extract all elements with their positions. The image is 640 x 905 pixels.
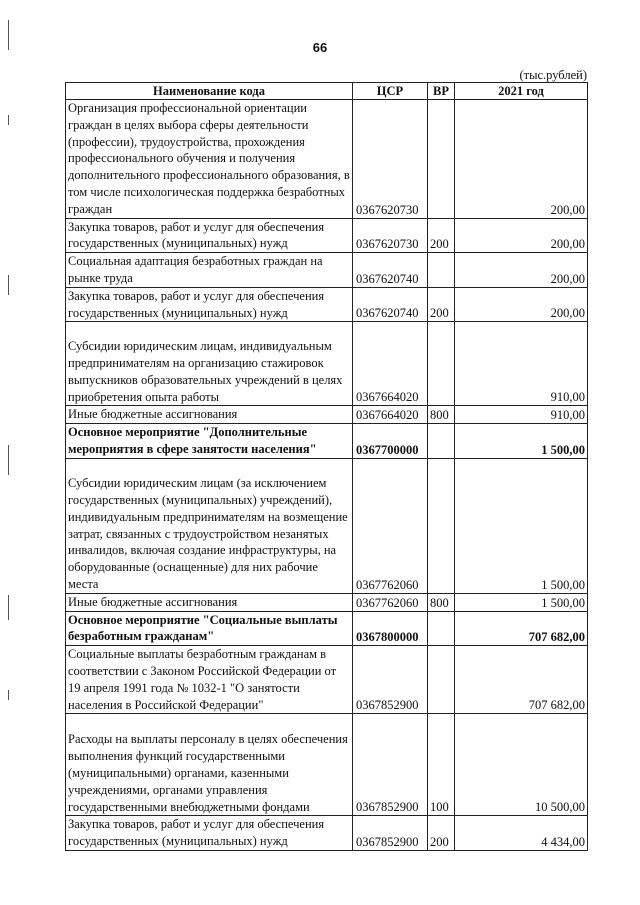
row-csr: 0367700000 [353,424,428,459]
margin-mark [8,275,9,295]
row-csr: 0367852900 [353,646,428,714]
row-vr [428,424,455,459]
margin-mark [8,595,9,620]
row-name: Социальные выплаты безработным гражданам в соответствии с Законом Российской Федерации от 19 апреля 1991 года № 1032-1 "О занятости населения в Российской Федерации" [66,646,353,714]
row-vr: 100 [428,714,455,816]
margin-mark [8,690,9,700]
table-header-row [66,83,588,100]
row-name: Иные бюджетные ассигнования [66,406,353,424]
row-csr: 0367620740 [353,287,428,322]
table-row [66,253,588,288]
row-amount: 1 500,00 [455,458,588,593]
row-vr [428,100,455,219]
row-vr [428,322,455,406]
row-csr: 0367852900 [353,714,428,816]
header-name: Наименование кода [66,83,353,100]
row-amount: 1 500,00 [455,424,588,459]
row-csr: 0367620730 [353,100,428,219]
row-name: Субсидии юридическим лицам, индивидуальным предпринимателям на организацию стажировок выпускников образовательных учреждений в целях приобретения опыта работы [66,322,353,406]
row-amount: 200,00 [455,100,588,219]
table-row [66,322,588,406]
row-name: Закупка товаров, работ и услуг для обеспечения государственных (муниципальных) нужд [66,218,353,253]
row-amount: 200,00 [455,287,588,322]
row-name: Закупка товаров, работ и услуг для обеспечения государственных (муниципальных) нужд [66,287,353,322]
row-csr: 0367852900 [353,816,428,851]
row-amount: 4 434,00 [455,816,588,851]
row-csr: 0367664020 [353,406,428,424]
row-vr [428,253,455,288]
row-name: Расходы на выплаты персоналу в целях обеспечения выполнения функций государственными (муниципальными) органами, казенными учреждениями, органами управления государственными внебюджетными фондами [66,714,353,816]
row-vr [428,611,455,646]
page-number: 66 [312,40,328,55]
row-csr: 0367620740 [353,253,428,288]
row-csr: 0367762060 [353,458,428,593]
row-name: Социальная адаптация безработных граждан на рынке труда [66,253,353,288]
row-vr: 800 [428,593,455,611]
table-row [66,218,588,253]
row-csr: 0367620730 [353,218,428,253]
table-row [66,458,588,593]
table-row [66,287,588,322]
row-vr: 800 [428,406,455,424]
budget-table [65,82,588,851]
table-row [66,714,588,816]
table-row [66,816,588,851]
row-csr: 0367762060 [353,593,428,611]
header-vr: ВР [428,83,455,100]
row-name: Основное мероприятие "Дополнительные мероприятия в сфере занятости населения" [66,424,353,459]
row-vr: 200 [428,218,455,253]
row-csr: 0367664020 [353,322,428,406]
row-amount: 910,00 [455,322,588,406]
row-amount: 707 682,00 [455,646,588,714]
row-vr: 200 [428,287,455,322]
row-vr [428,458,455,593]
units-label: (тыс.рублей) [519,68,587,82]
row-amount: 707 682,00 [455,611,588,646]
table-row [66,593,588,611]
row-vr [428,646,455,714]
row-name: Субсидии юридическим лицам (за исключением государственных (муниципальных) учреждений), индивидуальным предпринимателям на возмещение затрат, связанных с трудоустройством незанятых инвалидов, включая создание инфраструктуры, на оборудованные (оснащенные) для них рабочие места [66,458,353,593]
row-amount: 200,00 [455,218,588,253]
margin-mark [8,115,9,125]
row-name: Основное мероприятие "Социальные выплаты безработным гражданам" [66,611,353,646]
row-name: Иные бюджетные ассигнования [66,593,353,611]
table-row [66,424,588,459]
row-vr: 200 [428,816,455,851]
row-amount: 1 500,00 [455,593,588,611]
table-row [66,611,588,646]
row-amount: 910,00 [455,406,588,424]
table-row [66,100,588,219]
row-csr: 0367800000 [353,611,428,646]
row-amount: 10 500,00 [455,714,588,816]
header-year: 2021 год [455,83,588,100]
table-row [66,406,588,424]
table-row [66,646,588,714]
header-csr: ЦСР [353,83,428,100]
row-name: Закупка товаров, работ и услуг для обеспечения государственных (муниципальных) нужд [66,816,353,851]
row-name: Организация профессиональной ориентации граждан в целях выбора сферы деятельности (профессии), трудоустройства, прохождения профессионального обучения и получения дополнительного профессионального образования, в том числе психологическая поддержка безработных граждан [66,100,353,219]
row-amount: 200,00 [455,253,588,288]
margin-mark [8,445,9,475]
